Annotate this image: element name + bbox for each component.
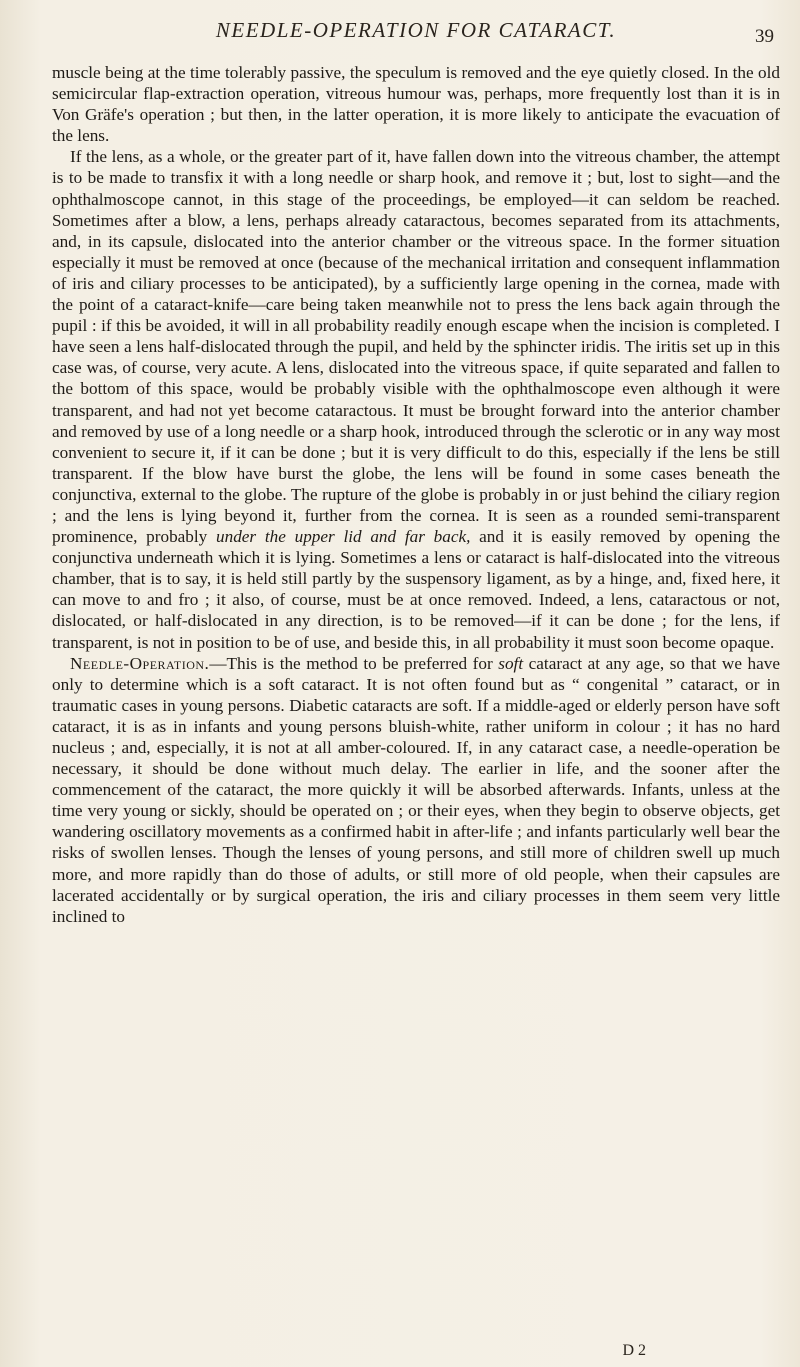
paragraph-3-emphasis: soft — [498, 653, 524, 673]
paragraph-2-text-b: and it is easily removed by opening the conjunctiva underneath which it is lying. Sometimes a lens or cataract is half-dislocated into the vitreous chamber, that is to say, it is held still partly by the suspensory ligament, as by a hinge, and, fixed here, it can move to and fro ; it also, of course, must be at once removed. Indeed, a lens, cataractous or not, dislocated, or half-dislocated in any direction, is to be removed—if it can be done ; for the lens, if transparent, is not in position to be of use, and beside this, in all probability it must soon become opaque. — [52, 527, 780, 652]
running-title: NEEDLE-OPERATION FOR CATARACT. — [215, 18, 617, 42]
paragraph-3-text-b: cataract at any age, so that we have only to determine which is a soft cataract. It is not often found but as “ congenital ” cataract, or in traumatic cases in young persons. Diabetic cataracts are soft. If a middle-aged or elderly person have soft cataract, it is as in infants and young persons bluish-white, rather uniform in colour ; it has no hard nucleus ; and, especially, it is not at all amber-coloured. If, in any cataract case, a needle-operation be necessary, it should be done without much delay. The earlier in life, and the sooner after the commencement of the cataract, the more quickly it will be absorbed afterwards. Infants, unless at the time very young or sickly, should be operated on ; or their eyes, when they begin to observe objects, get wandering oscillatory movements as a confirmed habit in after-life ; and infants particularly well bear the risks of swollen lenses. Though the lenses of young persons, and still more of children swell up much more, and more rapidly than do those of adults, or still more of old people, when their capsules are lacerated accidentally or by surgical operation, the iris and ciliary processes in them seem very little inclined to — [52, 653, 780, 926]
paragraph-1 — [52, 62, 780, 146]
paragraph-3-text-a: —This is the method to be preferred for — [209, 653, 499, 673]
paragraph-3 — [52, 653, 780, 927]
paragraph-2 — [52, 146, 780, 652]
paragraph-1-text: muscle being at the time tolerably passive, the speculum is removed and the eye quietly closed. In the old semicircular flap-extraction operation, vitreous humour was, perhaps, more frequently lost than it is in Von Gräfe's operation ; but then, in the latter operation, it is more likely to anticipate the evacuation of the lens. — [52, 63, 780, 146]
paragraph-2-emphasis: under the upper lid and far back, — [216, 527, 471, 547]
signature-mark: D 2 — [622, 1342, 646, 1359]
page-header — [52, 10, 780, 50]
section-heading-needle-operation: Needle-Operation. — [70, 653, 210, 673]
paragraph-2-text-a: If the lens, as a whole, or the greater part of it, have fallen down into the vitreous chamber, the attempt is to be made to transfix it with a long needle or sharp hook, and remove it ; but, lost to sight—and the ophthalmoscope cannot, in this stage of the proceedings, be employed—it can seldom be reached. Sometimes after a blow, a lens, perhaps already cataractous, becomes separated from its attachments, and, in its capsule, dislocated into the anterior chamber or the vitreous space. In the former situation especially it must be removed at once (because of the mechanical irritation and consequent inflammation of iris and ciliary processes to be anticipated), by a sufficiently large opening in the cornea, made with the point of a cataract-knife—care being taken meanwhile not to press the lens back again through the pupil : if this be avoided, it will in all probability readily enough escape when the incision is completed. I have seen a lens half-dislocated through the pupil, and held by the sphincter iridis. The iritis set up in this case was, of course, very acute. A lens, dislocated into the vitreous space, if quite separated and fallen to the bottom of this space, would be probably visible with the ophthalmoscope even although it were transparent, and had not yet become cataractous. It must be brought forward into the anterior chamber and removed by use of a long needle or a sharp hook, introduced through the sclerotic or in any way most convenient to secure it, if it can be done ; but it is very difficult to do this, especially if the lens be still transparent. If the blow have burst the globe, the lens will be found in some cases beneath the conjunctiva, external to the globe. The rupture of the globe is probably in or just behind the ciliary region ; and the lens is lying beyond it, further from the cornea. It is seen as a rounded semi-transparent prominence, probably — [52, 147, 780, 547]
page-number: 39 — [755, 26, 774, 47]
body-text — [52, 62, 780, 927]
